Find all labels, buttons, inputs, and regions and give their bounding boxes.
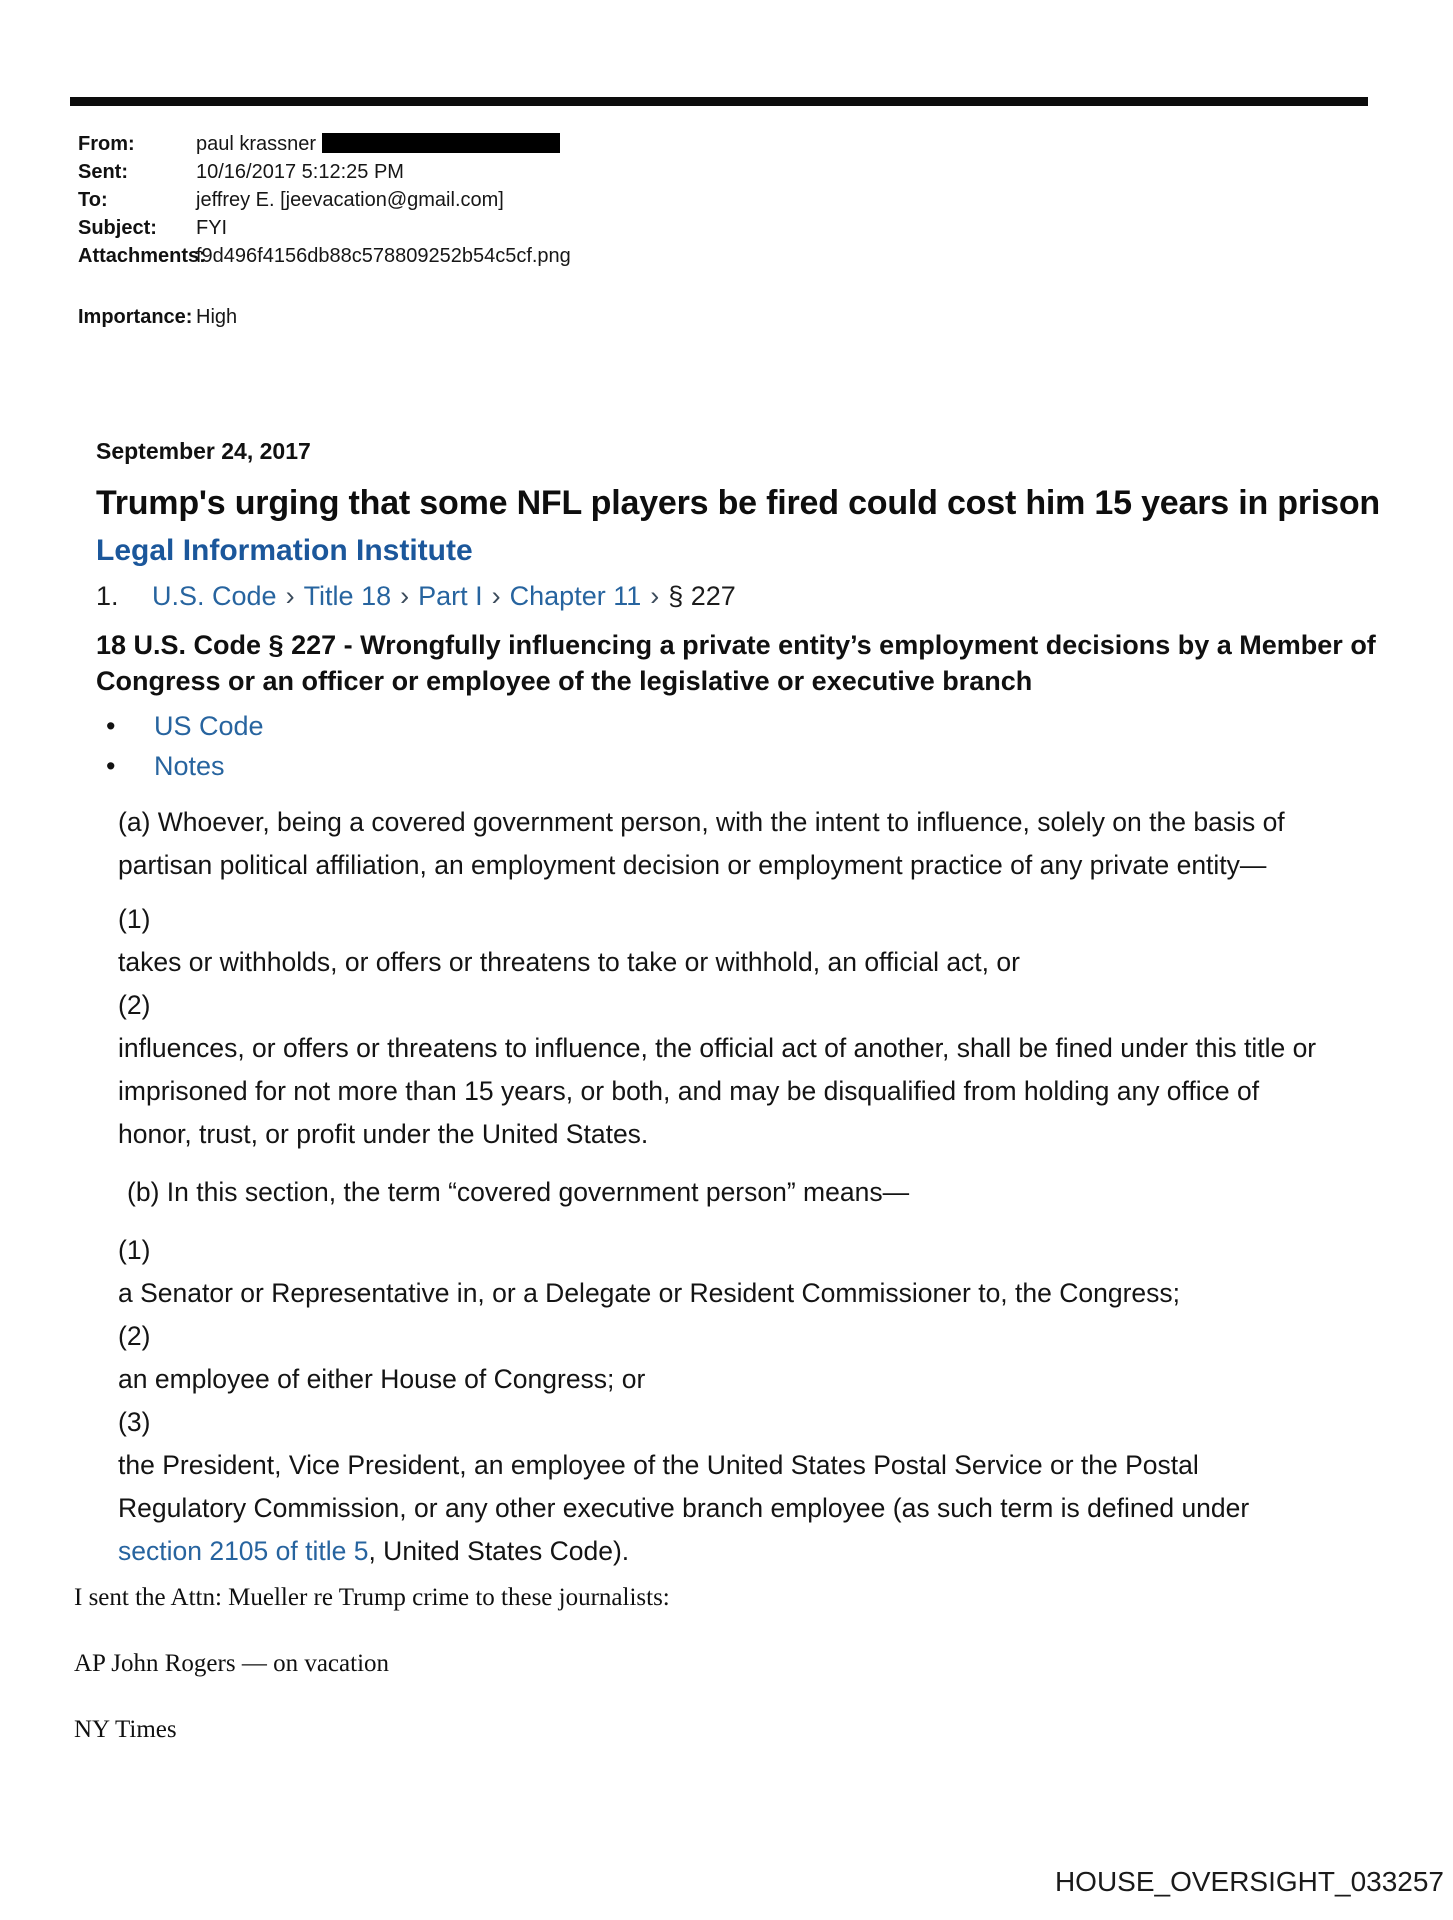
statute-a-item-1-num: (1) bbox=[118, 904, 151, 934]
statute-title: 18 U.S. Code § 227 - Wrongfully influencing a private entity’s employment decisions by a Member of Congress or an officer or employee of the legislative or executive branch bbox=[96, 630, 1376, 696]
header-row-subject bbox=[78, 214, 571, 242]
sent-value: 10/16/2017 5:12:25 PM bbox=[196, 161, 404, 183]
header-row-from bbox=[78, 130, 571, 158]
header-row-sent bbox=[78, 158, 571, 186]
closing-line-2: AP John Rogers — on vacation bbox=[74, 1650, 390, 1677]
article-body bbox=[96, 438, 1441, 1573]
source-link[interactable]: Legal Information Institute bbox=[96, 534, 473, 567]
toc-link-notes[interactable]: Notes bbox=[154, 751, 225, 781]
statute-paragraph-b: (b) In this section, the term “covered government person” means— bbox=[127, 1177, 910, 1207]
toc-item-us-code bbox=[96, 706, 1441, 746]
statute-a-item-2-num: (2) bbox=[118, 990, 151, 1020]
importance-value: High bbox=[196, 306, 238, 328]
statute-a-item-2-text: influences, or offers or threatens to influence, the official act of another, shall be fined under this title or imprisoned for not more than 15 years, or both, and may be disqualified from holding any office of honor, trust, or profit under the United States. bbox=[118, 1033, 1317, 1149]
closing-note bbox=[74, 1584, 670, 1782]
closing-line-3: NY Times bbox=[74, 1716, 177, 1743]
closing-line-1: I sent the Attn: Mueller re Trump crime to these journalists: bbox=[74, 1584, 670, 1611]
header-row-attachments bbox=[78, 242, 571, 270]
from-label: From: bbox=[78, 133, 135, 155]
breadcrumb-link-part-i[interactable]: Part I bbox=[418, 581, 483, 611]
statute-b-item-1-num: (1) bbox=[118, 1235, 151, 1265]
breadcrumb-link-chapter-11[interactable]: Chapter 11 bbox=[509, 581, 642, 611]
attachment-filename: f9d496f4156db88c578809252b54c5cf.png bbox=[196, 245, 571, 267]
bates-number: HOUSE_OVERSIGHT_033257 bbox=[1054, 1866, 1444, 1897]
attachments-label: Attachments: bbox=[78, 245, 206, 267]
breadcrumb-current-section: § 227 bbox=[668, 581, 736, 611]
top-rule-divider bbox=[70, 97, 1368, 106]
subject-value: FYI bbox=[196, 217, 228, 239]
statute-b-item-3-before: the President, Vice President, an employee of the United States Postal Service or the Postal Regulatory Commission, or any other executive branch employee (as such term is defined under bbox=[118, 1450, 1250, 1523]
header-row-importance bbox=[78, 303, 571, 331]
breadcrumb-link-title-18[interactable]: Title 18 bbox=[303, 581, 392, 611]
redaction-bar bbox=[322, 133, 560, 153]
subject-label: Subject: bbox=[78, 217, 157, 239]
statute-toc bbox=[96, 706, 1441, 786]
from-value bbox=[196, 130, 560, 158]
statute-b-item-3-text bbox=[118, 1444, 1333, 1573]
bullet-icon: • bbox=[106, 751, 116, 781]
statute-a-item-1-text: takes or withholds, or offers or threatens to take or withhold, an official act, or bbox=[118, 947, 1020, 977]
breadcrumb-separator: › bbox=[400, 581, 410, 611]
breadcrumb-separator: › bbox=[285, 581, 295, 611]
breadcrumb-link-us-code[interactable]: U.S. Code bbox=[152, 581, 277, 611]
breadcrumb-separator: › bbox=[491, 581, 501, 611]
sender-name: paul krassner bbox=[196, 133, 317, 155]
toc-item-notes bbox=[96, 746, 1441, 786]
bullet-icon: • bbox=[106, 711, 116, 741]
header-row-to bbox=[78, 186, 571, 214]
section-2105-link[interactable]: section 2105 of title 5 bbox=[118, 1536, 369, 1566]
statute-paragraph-a: (a) Whoever, being a covered government person, with the intent to influence, solely on the basis of partisan political affiliation, an employment decision or employment practice of any private entity— bbox=[118, 807, 1285, 880]
statute-b-item-1-text: a Senator or Representative in, or a Delegate or Resident Commissioner to, the Congress; bbox=[118, 1278, 1181, 1308]
statute-b-item-2-text: an employee of either House of Congress; or bbox=[118, 1364, 646, 1394]
importance-label: Importance: bbox=[78, 306, 193, 328]
to-label: To: bbox=[78, 189, 108, 211]
breadcrumb-separator: › bbox=[650, 581, 660, 611]
sent-label: Sent: bbox=[78, 161, 128, 183]
statute-text bbox=[118, 801, 1333, 1573]
article-date: September 24, 2017 bbox=[96, 438, 311, 464]
breadcrumb bbox=[96, 581, 1441, 612]
toc-link-us-code[interactable]: US Code bbox=[154, 711, 264, 741]
breadcrumb-number: 1. bbox=[96, 581, 119, 611]
statute-b-item-2-num: (2) bbox=[118, 1321, 151, 1351]
statute-b-item-3-after: , United States Code). bbox=[368, 1536, 630, 1566]
email-header bbox=[78, 130, 571, 331]
article-headline: Trump's urging that some NFL players be fired could cost him 15 years in prison bbox=[96, 484, 1380, 522]
statute-b-item-3-num: (3) bbox=[118, 1407, 151, 1437]
to-value: jeffrey E. [jeevacation@gmail.com] bbox=[196, 189, 504, 211]
